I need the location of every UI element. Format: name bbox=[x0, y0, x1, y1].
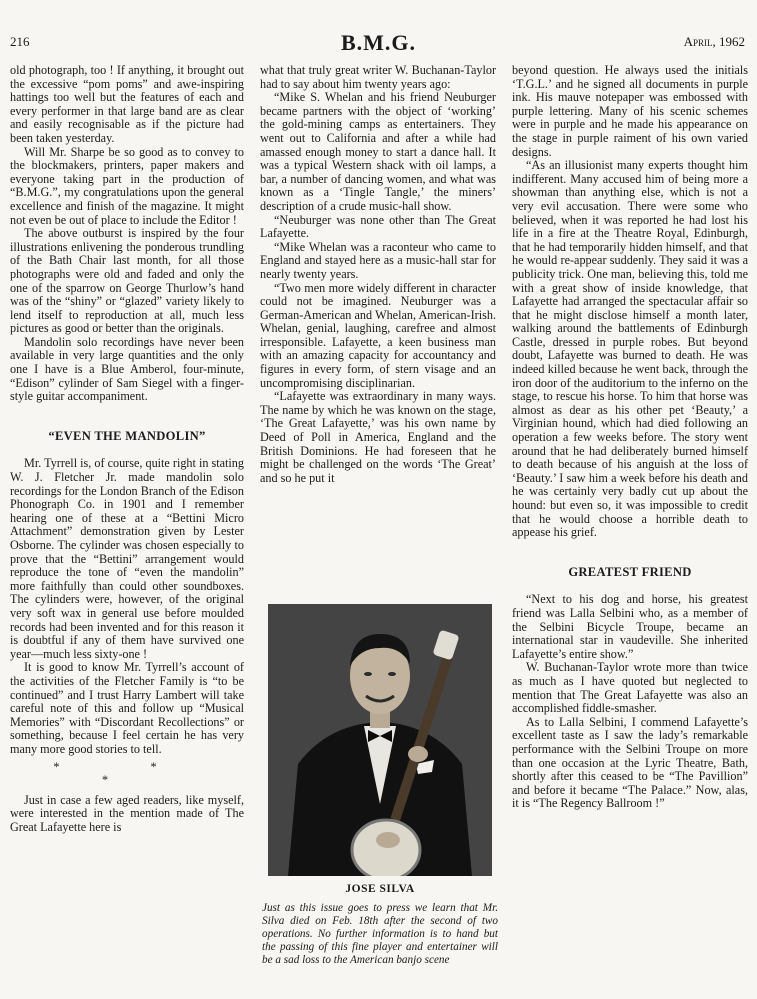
paragraph: “Two men more widely different in character could not be imagined. Neuburger was a German-American and Whelan, American-Irish. Whelan, genial, laughing, carefree and almost irresponsible. Lafayette, a keen business man with an amazing capacity for accountancy and figures in every form, of stern visage and an uncompromising disciplinarian. bbox=[260, 280, 496, 390]
paragraph: what that truly great writer W. Buchanan-Taylor had to say about him twenty years ago: bbox=[260, 63, 496, 91]
section-divider-stars: * * * bbox=[53, 759, 201, 788]
paragraph: “As an illusionist many experts thought him indifferent. Many accused him of being more a showman than anything else, which is not a very evil accusation. There were some who believed, when it was reported he had lost his life in a fire at the Theatre Royal, Edinburgh, that he had temporarily hidden himself, and that he would re-appear suddenly. They said it was a publicity trick. One man, believing this, told me with a great show of inside knowledge, that Lafayette had arranged the spectacular affair so that he might disclose himself a month later, walking around the battlements of Edinburgh Castle, dressed in purple robes. But beyond doubt, Lafayette was burned to death. He was indeed killed because he went back, through the iron door of the auditorium to the inferno on the stage, to rescue his horse. To him that horse was almost as dear as his other pet ‘Beauty,’ a Virginian hound, which had died following an operation a few weeks before. The story went around that he had deliberately burned himself to death because of his anguish at the loss of ‘Beauty.’ I saw him a week before his death and he was certainly very badly cut up about the hound: but even so, it was impossible to credit that he would choose a horrible death to appease his grief. bbox=[512, 158, 748, 540]
paragraph: Just in case a few aged readers, like myself, were interested in the mention made of The Great Lafayette here is bbox=[10, 792, 244, 834]
paragraph: “Lafayette was extraordinary in many ways. The name by which he was known on the stage, ‘The Great Lafayette,’ was his own name by Deed of Poll in America, England and the British Dominions. He had foreseen that he might be challenged on the words ‘The Great’ and so he put it bbox=[260, 389, 496, 485]
column-3 bbox=[512, 64, 748, 811]
photo-caption-title: JOSE SILVA bbox=[345, 883, 415, 895]
photo-jose-silva bbox=[268, 604, 492, 876]
paragraph: “Mike S. Whelan and his friend Neuburger became partners with the object of ‘working’ the gold-mining camps as entertainers. They went out to California and after a while had amassed enough money to start a dance hall. It was a typical Western shack with oil lamps, a bar, a number of dancing women, and what was known as a ‘Tingle Tangle,’ the miners’ description of a crude music-hall show. bbox=[260, 90, 496, 213]
masthead: B.M.G. bbox=[340, 30, 417, 55]
paragraph: It is good to know Mr. Tyrrell’s account of the activities of the Fletcher Family is “to be continued” and I trust Harry Lambert will take careful note of this and follow up “Musical Memories” with “Discordant Recollections” or something, because I feel certain he has very many more good stories to tell. bbox=[10, 660, 244, 756]
paragraph: “Next to his dog and horse, his greatest friend was Lalla Selbini who, as a member of the Selbini Bicycle Troupe, became an international star in vaudeville. She inherited Lafayette’s entire show.” bbox=[512, 592, 748, 661]
paragraph: As to Lalla Selbini, I commend Lafayette’s excellent taste as I saw the lady’s remarkable performance with the Selbini Troupe on more than one occasion at the Lyric Theatre, Bath, shortly after this ceased to be “The Pavillion” and before it became “The Palace.” Now, alas, it is “The Regency Ballroom !” bbox=[512, 714, 748, 811]
paragraph: beyond question. He always used the initials ‘T.G.L.’ and he signed all documents in purple ink. His mauve notepaper was embossed with purple lettering. Many of his scenic schemes were in purple and he made his appearance on the stage in purple raiment of his own varied designs. bbox=[512, 63, 748, 159]
paragraph: Will Mr. Sharpe be so good as to convey to the blockmakers, printers, paper makers and everyone taking part in the production of “B.M.G.”, my congratulations upon the general excellence and finish of the magazine. It might not even be out of place to include the Editor ! bbox=[10, 144, 244, 227]
paragraph: “Mike Whelan was a raconteur who came to England and stayed here as a music-hall star for nearly twenty years. bbox=[260, 239, 496, 281]
section-heading: “EVEN THE MANDOLIN” bbox=[48, 428, 206, 443]
column-1 bbox=[10, 64, 244, 834]
paragraph: The above outburst is inspired by the four illustrations enlivening the ponderous trundling of the Bath Chair last month, for all those photographs were old and faded and only the one of the sparrow on George Thurlow’s hand was of the “shiny” or “glazed” variety likely to lend itself to reproduction at all, much less pictures as good or better than the originals. bbox=[10, 226, 244, 336]
issue-date: April, 1962 bbox=[683, 34, 745, 49]
photo-caption: Just as this issue goes to press we learn that Mr. Silva died on Feb. 18th after the second of two operations. No further information is to hand but the passing of this fine player and entertainer will be a sad loss to the American banjo scene bbox=[262, 902, 498, 966]
paragraph: old photograph, too ! If anything, it brought out the excessive “pom poms” and awe-inspiring hattings too well but the features of each and every performer in that large band are as clear and easily recognisable as if the picture had been taken yesterday. bbox=[10, 63, 244, 145]
portrait-illustration bbox=[268, 604, 492, 876]
page-number: 216 bbox=[10, 34, 30, 49]
paragraph: Mr. Tyrrell is, of course, quite right in stating W. J. Fletcher Jr. made mandolin solo recordings for the London Branch of the Edison Phonograph Co. in 1901 and I remember hearing one of these at a “Bettini Micro Attachment” demonstration given by Lester Osborne. The cylinder was chosen especially to prove that the “Bettini” arrangement would reproduce the tone of “even the mandolin” more faithfully than could other soundboxes. The cylinders were, however, of the original very soft wax in general use before moulded records had been invented and for this reason it is doubtful if any of them have survived one year—much less sixty-one ! bbox=[10, 456, 244, 661]
section-heading: GREATEST FRIEND bbox=[568, 564, 692, 579]
paragraph: W. Buchanan-Taylor wrote more than twice as much as I have quoted but neglected to mention that The Great Lafayette was also an accomplished fiddle-smasher. bbox=[512, 660, 748, 716]
column-2 bbox=[260, 64, 496, 485]
paragraph: “Neuburger was none other than The Great Lafayette. bbox=[260, 212, 496, 241]
paragraph: Mandolin solo recordings have never been available in very large quantities and the only one I have is a Blue Amberol, four-minute, “Edison” cylinder of Sam Siegel with a finger-style guitar accompaniment. bbox=[10, 334, 244, 404]
